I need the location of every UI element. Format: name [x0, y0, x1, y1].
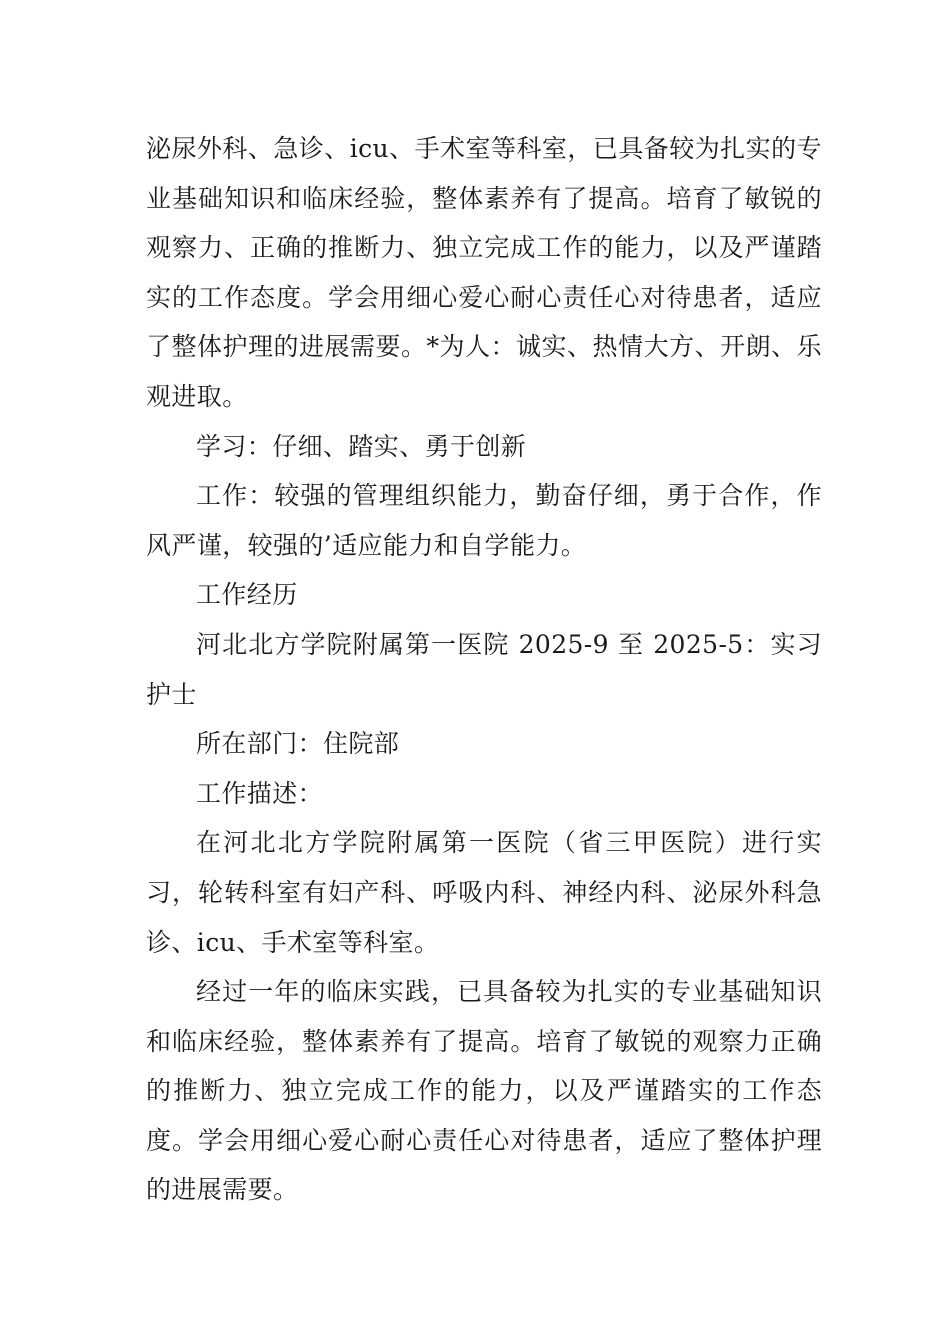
paragraph-internship: 在河北北方学院附属第一医院（省三甲医院）进行实习，轮转科室有妇产科、呼吸内科、神经内科、泌尿外科急诊、icu、手术室等科室。	[146, 828, 822, 957]
paragraph-employer: 河北北方学院附属第一医院 2025-9 至 2025-5：实习护士	[146, 629, 822, 709]
paragraph-work-description-label: 工作描述：	[196, 778, 324, 808]
paragraph-clinical-practice: 经过一年的临床实践，已具备较为扎实的专业基础知识和临床经验，整体素养有了提高。培育了敏锐的观察力正确的推断力、独立完成工作的能力，以及严谨踏实的工作态度。学会用细心爱心耐心责任心对待患者，适应了整体护理的进展需要。	[146, 977, 822, 1205]
paragraph-work-traits: 工作：较强的管理组织能力，勤奋仔细，勇于合作，作风严谨，较强的’适应能力和自学能力。	[146, 481, 822, 560]
section-heading-work-experience: 工作经历	[196, 580, 298, 610]
paragraph-continuation: 泌尿外科、急诊、icu、手术室等科室，已具备较为扎实的专业基础知识和临床经验，整体素养有了提高。培育了敏锐的观察力、正确的推断力、独立完成工作的能力，以及严谨踏实的工作态度。学会用细心爱心耐心责任心对待患者，适应了整体护理的进展需要。*为人：诚实、热情大方、开朗、乐观进取。	[146, 134, 822, 411]
document-body	[146, 124, 822, 1215]
paragraph-study: 学习：仔细、踏实、勇于创新	[196, 431, 527, 461]
paragraph-department: 所在部门：住院部	[196, 729, 400, 759]
